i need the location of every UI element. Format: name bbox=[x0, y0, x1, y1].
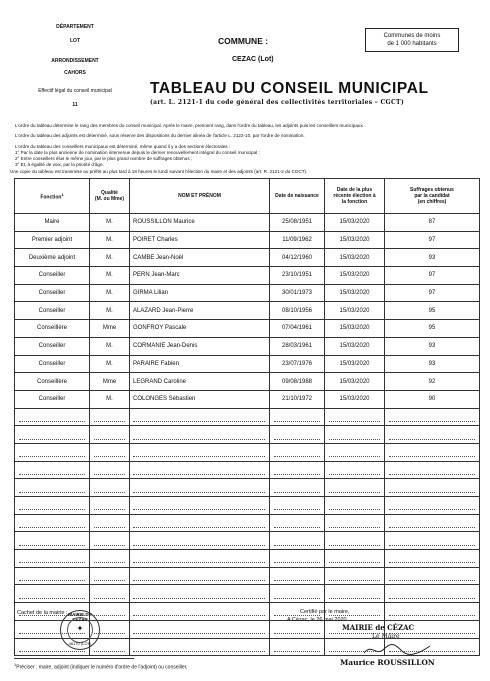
dotted-line bbox=[329, 553, 380, 563]
table-row bbox=[15, 249, 480, 267]
empty-table-row bbox=[15, 514, 480, 532]
empty-cell bbox=[385, 426, 480, 444]
cell-fonction: Conseiller bbox=[15, 355, 90, 373]
cell-date-election: 15/03/2020 bbox=[325, 267, 385, 285]
dotted-line bbox=[133, 430, 265, 440]
cell-qualite: Mme bbox=[90, 320, 130, 338]
dotted-line bbox=[94, 589, 125, 599]
cell-date-election: 15/03/2020 bbox=[325, 284, 385, 302]
empty-cell bbox=[90, 479, 130, 497]
dotted-line bbox=[274, 483, 320, 493]
council-table bbox=[14, 178, 480, 656]
dotted-line bbox=[133, 553, 265, 563]
dotted-line bbox=[329, 500, 380, 510]
empty-cell bbox=[130, 532, 270, 550]
empty-table-row bbox=[15, 550, 480, 568]
empty-table-row bbox=[15, 408, 480, 426]
empty-table-row bbox=[15, 479, 480, 497]
empty-cell bbox=[15, 532, 90, 550]
cell-fonction: Deuxième adjoint bbox=[15, 249, 90, 267]
dotted-line bbox=[133, 412, 265, 422]
cell-suffrages: 93 bbox=[385, 337, 480, 355]
cell-date-naissance: 21/10/1972 bbox=[270, 390, 325, 408]
dotted-line bbox=[329, 536, 380, 546]
empty-cell bbox=[130, 603, 270, 621]
empty-cell bbox=[130, 426, 270, 444]
dotted-line bbox=[133, 500, 265, 510]
cell-qualite: M. bbox=[90, 214, 130, 232]
cell-qualite: M. bbox=[90, 231, 130, 249]
empty-table-row bbox=[15, 443, 480, 461]
cell-date-naissance: 09/08/1988 bbox=[270, 373, 325, 391]
empty-cell bbox=[15, 514, 90, 532]
cell-fonction: Conseillère bbox=[15, 373, 90, 391]
cell-date-naissance: 07/04/1961 bbox=[270, 320, 325, 338]
cell-nom: PERN Jean-Marc bbox=[130, 267, 270, 285]
dotted-line bbox=[274, 500, 320, 510]
col-qualite: Qualité (M. ou Mme) bbox=[90, 179, 130, 214]
cell-qualite: Mme bbox=[90, 373, 130, 391]
col-date-election: Date de la plus récente élection à la fonction bbox=[325, 179, 385, 214]
cell-nom: GIRMA Lilian bbox=[130, 284, 270, 302]
cell-date-naissance: 23/07/1976 bbox=[270, 355, 325, 373]
empty-cell bbox=[90, 461, 130, 479]
dotted-line bbox=[94, 430, 125, 440]
cell-date-election: 15/03/2020 bbox=[325, 337, 385, 355]
dotted-line bbox=[94, 447, 125, 457]
cell-date-naissance: 08/10/1956 bbox=[270, 302, 325, 320]
cell-qualite: M. bbox=[90, 355, 130, 373]
cell-fonction: Conseillère bbox=[15, 320, 90, 338]
cell-date-election: 15/03/2020 bbox=[325, 355, 385, 373]
cell-date-election: 15/03/2020 bbox=[325, 249, 385, 267]
dotted-line bbox=[133, 465, 265, 475]
col-date-naissance: Date de naissance bbox=[270, 179, 325, 214]
empty-cell bbox=[325, 426, 385, 444]
cell-fonction: Maire bbox=[15, 214, 90, 232]
cell-nom: COLONGES Sébastien bbox=[130, 390, 270, 408]
empty-cell bbox=[325, 550, 385, 568]
seal-top-text: MAIRIE DE CEZAC bbox=[68, 612, 92, 622]
commune-label: COMMUNE : bbox=[218, 36, 269, 46]
dotted-line bbox=[389, 483, 475, 493]
empty-table-row bbox=[15, 426, 480, 444]
dotted-line bbox=[274, 412, 320, 422]
stamp-le-maire: Le Maire bbox=[372, 633, 400, 640]
empty-cell bbox=[270, 408, 325, 426]
cell-date-naissance: 30/01/1973 bbox=[270, 284, 325, 302]
cell-qualite: M. bbox=[90, 249, 130, 267]
col-nom: NOM ET PRÉNOM bbox=[130, 179, 270, 214]
dotted-line bbox=[19, 500, 85, 510]
dotted-line bbox=[133, 518, 265, 528]
cell-date-election: 15/03/2020 bbox=[325, 231, 385, 249]
stamp-mairie: MAIRIE de CÉZAC bbox=[342, 623, 415, 632]
empty-cell bbox=[385, 514, 480, 532]
empty-cell bbox=[385, 461, 480, 479]
cell-nom: POIRET Charles bbox=[130, 231, 270, 249]
dotted-line bbox=[274, 518, 320, 528]
dotted-line bbox=[19, 447, 85, 457]
col-suffrages: Suffrages obtenus par la candidat (en chiffres) bbox=[385, 179, 480, 214]
dotted-line bbox=[19, 553, 85, 563]
dotted-line bbox=[19, 465, 85, 475]
cell-date-naissance: 04/12/1960 bbox=[270, 249, 325, 267]
paragraph-6: 3° Et, à égalité de voix, par la priorité d'âge. bbox=[15, 162, 104, 167]
empty-cell bbox=[130, 479, 270, 497]
empty-cell bbox=[90, 567, 130, 585]
seal-bottom-text: 46170 (LOT) bbox=[68, 641, 92, 646]
cell-suffrages: 93 bbox=[385, 249, 480, 267]
arrondissement-value: CAHORS bbox=[64, 70, 86, 76]
dotted-line bbox=[274, 447, 320, 457]
dotted-line bbox=[389, 447, 475, 457]
dotted-line bbox=[94, 571, 125, 581]
empty-cell bbox=[270, 443, 325, 461]
dotted-line bbox=[94, 483, 125, 493]
cell-fonction: Premier adjoint bbox=[15, 231, 90, 249]
empty-cell bbox=[90, 550, 130, 568]
table-row bbox=[15, 337, 480, 355]
dotted-line bbox=[133, 571, 265, 581]
dotted-line bbox=[329, 518, 380, 528]
dotted-line bbox=[19, 589, 85, 599]
cell-nom: CAMBE Jean-Noël bbox=[130, 249, 270, 267]
empty-cell bbox=[385, 479, 480, 497]
table-row bbox=[15, 373, 480, 391]
empty-cell bbox=[270, 514, 325, 532]
col-fonction: Fonction$^1$ bbox=[15, 179, 90, 214]
cell-date-naissance: 11/09/1962 bbox=[270, 231, 325, 249]
cell-date-naissance: 28/03/1961 bbox=[270, 337, 325, 355]
table-row bbox=[15, 231, 480, 249]
table-header-row bbox=[15, 179, 480, 214]
empty-cell bbox=[90, 443, 130, 461]
empty-table-row bbox=[15, 497, 480, 515]
empty-cell bbox=[385, 585, 480, 603]
cell-nom: ALAZARD Jean-Pierre bbox=[130, 302, 270, 320]
cell-fonction: Conseiller bbox=[15, 337, 90, 355]
dotted-line bbox=[274, 571, 320, 581]
dotted-line bbox=[94, 536, 125, 546]
dotted-line bbox=[133, 642, 265, 652]
empty-cell bbox=[270, 638, 325, 656]
empty-table-row bbox=[15, 567, 480, 585]
dotted-line bbox=[133, 483, 265, 493]
dotted-line bbox=[94, 518, 125, 528]
dotted-line bbox=[389, 500, 475, 510]
cell-fonction: Conseiller bbox=[15, 302, 90, 320]
commune-value: CEZAC (Lot) bbox=[232, 56, 274, 63]
dotted-line bbox=[274, 430, 320, 440]
empty-cell bbox=[325, 443, 385, 461]
dotted-line bbox=[133, 624, 265, 634]
table-row bbox=[15, 214, 480, 232]
empty-cell bbox=[325, 408, 385, 426]
empty-cell bbox=[270, 567, 325, 585]
mairie-seal bbox=[60, 610, 100, 650]
empty-cell bbox=[270, 585, 325, 603]
certifie-label: Certifié par le maire, bbox=[300, 609, 350, 615]
page-title: TABLEAU DU CONSEIL MUNICIPAL bbox=[150, 80, 429, 97]
effectif-label: Effectif légal du conseil municipal bbox=[38, 88, 112, 94]
dotted-line bbox=[19, 483, 85, 493]
empty-cell bbox=[385, 532, 480, 550]
dotted-line bbox=[274, 642, 320, 652]
arrondissement-label: ARRONDISSEMENT bbox=[51, 58, 99, 64]
empty-cell bbox=[130, 567, 270, 585]
signature-icon bbox=[362, 641, 432, 659]
dotted-line bbox=[19, 571, 85, 581]
departement-label: DÉPARTEMENT bbox=[56, 24, 94, 30]
dotted-line bbox=[329, 589, 380, 599]
cell-qualite: M. bbox=[90, 267, 130, 285]
cell-date-election: 15/03/2020 bbox=[325, 320, 385, 338]
dotted-line bbox=[389, 412, 475, 422]
empty-cell bbox=[15, 426, 90, 444]
table-row bbox=[15, 320, 480, 338]
empty-cell bbox=[15, 550, 90, 568]
empty-cell bbox=[15, 443, 90, 461]
population-box-line1: Communes de moins bbox=[383, 33, 441, 39]
cell-nom: ROUSSILLON Maurice bbox=[130, 214, 270, 232]
paragraph-4: 1° Par la date la plus ancienne de nomination intervenue depuis le dernier renouvellement intégral du conseil municipal ; bbox=[15, 150, 260, 155]
paragraph-5: 2° Entre conseillers élus le même jour, par le plus grand nombre de suffrages obtenus ; bbox=[15, 156, 193, 161]
table-row bbox=[15, 390, 480, 408]
cell-suffrages: 93 bbox=[385, 355, 480, 373]
cell-nom: CORMANIE Jean-Denis bbox=[130, 337, 270, 355]
cell-qualite: M. bbox=[90, 337, 130, 355]
table-body bbox=[15, 214, 480, 656]
cell-fonction: Conseiller bbox=[15, 390, 90, 408]
empty-cell bbox=[130, 585, 270, 603]
stamp-maire-name: Maurice ROUSSILLON bbox=[340, 658, 435, 667]
empty-cell bbox=[270, 550, 325, 568]
empty-table-row bbox=[15, 532, 480, 550]
lieu-date: A Cézac, le 26 mai 2020 bbox=[287, 617, 347, 623]
dotted-line bbox=[329, 430, 380, 440]
dotted-line bbox=[389, 536, 475, 546]
departement-value: LOT bbox=[70, 38, 80, 44]
paragraph-1: L'ordre du tableau détermine le rang des membres du conseil municipal. Après le maire, prennent rang, dans l'ordre du tableau, les adjoints puis les conseillers municipaux. bbox=[15, 123, 365, 128]
dotted-line bbox=[133, 447, 265, 457]
cell-suffrages: 95 bbox=[385, 302, 480, 320]
cell-suffrages: 92 bbox=[385, 373, 480, 391]
cell-qualite: M. bbox=[90, 284, 130, 302]
cell-date-naissance: 23/10/1951 bbox=[270, 267, 325, 285]
cell-nom: GONFROY Pascale bbox=[130, 320, 270, 338]
dotted-line bbox=[329, 483, 380, 493]
empty-cell bbox=[270, 497, 325, 515]
empty-cell bbox=[15, 461, 90, 479]
empty-cell bbox=[325, 461, 385, 479]
empty-cell bbox=[385, 567, 480, 585]
table-row bbox=[15, 267, 480, 285]
empty-cell bbox=[130, 514, 270, 532]
paragraph-7: Une copie du tableau est transmise au préfet au plus tard à 18 heures le lundi suivant l'élection du maire et des adjoints (art. R. 2121-2 du CGCT). bbox=[10, 169, 308, 174]
empty-cell bbox=[130, 443, 270, 461]
dotted-line bbox=[94, 500, 125, 510]
cell-fonction: Conseiller bbox=[15, 284, 90, 302]
empty-cell bbox=[325, 585, 385, 603]
dotted-line bbox=[389, 430, 475, 440]
empty-cell bbox=[130, 497, 270, 515]
empty-cell bbox=[385, 550, 480, 568]
empty-cell bbox=[15, 408, 90, 426]
cell-date-election: 15/03/2020 bbox=[325, 302, 385, 320]
cell-date-election: 15/03/2020 bbox=[325, 390, 385, 408]
table-row bbox=[15, 355, 480, 373]
cell-suffrages: 97 bbox=[385, 231, 480, 249]
empty-table-row bbox=[15, 461, 480, 479]
empty-cell bbox=[130, 550, 270, 568]
dotted-line bbox=[389, 465, 475, 475]
cell-suffrages: 90 bbox=[385, 390, 480, 408]
cell-date-election: 15/03/2020 bbox=[325, 373, 385, 391]
footnote: $^1$Préciser : maire, adjoint (indiquer le numéro d'ordre de l'adjoint) ou conseiller. bbox=[14, 662, 188, 671]
effectif-value: 11 bbox=[72, 102, 78, 108]
page-subtitle: (art. L. 2121-1 du code général des collectivités territoriales – CGCT) bbox=[150, 99, 404, 106]
cell-suffrages: 97 bbox=[385, 267, 480, 285]
empty-cell bbox=[15, 567, 90, 585]
dotted-line bbox=[94, 465, 125, 475]
empty-cell bbox=[270, 532, 325, 550]
dotted-line bbox=[19, 518, 85, 528]
dotted-line bbox=[329, 465, 380, 475]
empty-cell bbox=[90, 426, 130, 444]
empty-cell bbox=[90, 532, 130, 550]
cell-nom: PARAIRE Fabien bbox=[130, 355, 270, 373]
dotted-line bbox=[94, 412, 125, 422]
cell-nom: LEGRAND Caroline bbox=[130, 373, 270, 391]
cell-qualite: M. bbox=[90, 302, 130, 320]
dotted-line bbox=[274, 624, 320, 634]
dotted-line bbox=[274, 465, 320, 475]
empty-cell bbox=[130, 461, 270, 479]
empty-cell bbox=[385, 408, 480, 426]
dotted-line bbox=[329, 447, 380, 457]
dotted-line bbox=[274, 553, 320, 563]
seal-emblem-icon: ✦ bbox=[76, 624, 84, 633]
empty-cell bbox=[15, 585, 90, 603]
cell-suffrages: 87 bbox=[385, 214, 480, 232]
empty-cell bbox=[270, 479, 325, 497]
empty-cell bbox=[130, 408, 270, 426]
empty-cell bbox=[15, 497, 90, 515]
empty-cell bbox=[130, 638, 270, 656]
empty-cell bbox=[325, 532, 385, 550]
dotted-line bbox=[274, 536, 320, 546]
empty-cell bbox=[90, 497, 130, 515]
empty-cell bbox=[385, 497, 480, 515]
population-box-line2: de 1 000 habitants bbox=[387, 41, 437, 47]
paragraph-3: L'ordre du tableau des conseillers municipaux est déterminé, même quand il y a des sections électorales : bbox=[15, 144, 231, 149]
empty-cell bbox=[90, 585, 130, 603]
empty-cell bbox=[325, 479, 385, 497]
empty-cell bbox=[15, 479, 90, 497]
empty-table-row bbox=[15, 585, 480, 603]
cachet-label: Cachet de la mairie : bbox=[17, 610, 68, 616]
empty-cell bbox=[270, 426, 325, 444]
dotted-line bbox=[19, 536, 85, 546]
dotted-line bbox=[329, 412, 380, 422]
dotted-line bbox=[19, 430, 85, 440]
empty-cell bbox=[325, 514, 385, 532]
cell-date-election: 15/03/2020 bbox=[325, 214, 385, 232]
dotted-line bbox=[133, 536, 265, 546]
empty-cell bbox=[325, 497, 385, 515]
cell-suffrages: 97 bbox=[385, 284, 480, 302]
cell-date-naissance: 25/08/1951 bbox=[270, 214, 325, 232]
dotted-line bbox=[389, 553, 475, 563]
dotted-line bbox=[274, 589, 320, 599]
dotted-line bbox=[19, 412, 85, 422]
empty-cell bbox=[385, 443, 480, 461]
dotted-line bbox=[389, 589, 475, 599]
population-box bbox=[365, 28, 459, 52]
empty-cell bbox=[325, 567, 385, 585]
empty-cell bbox=[130, 620, 270, 638]
dotted-line bbox=[389, 606, 475, 616]
dotted-line bbox=[133, 606, 265, 616]
dotted-line bbox=[94, 553, 125, 563]
table-row bbox=[15, 284, 480, 302]
dotted-line bbox=[329, 571, 380, 581]
footnote-rule bbox=[14, 658, 134, 659]
table-row bbox=[15, 302, 480, 320]
empty-cell bbox=[270, 461, 325, 479]
cell-qualite: M. bbox=[90, 390, 130, 408]
paragraph-2: L'ordre du tableau des adjoints est déterminé, sous réserve des dispositions du dernier alinéa de l'article L. 2122-10, par l'ordre de nomination. bbox=[15, 133, 305, 138]
dotted-line bbox=[389, 571, 475, 581]
empty-cell bbox=[385, 603, 480, 621]
empty-cell bbox=[90, 514, 130, 532]
cell-fonction: Conseiller bbox=[15, 267, 90, 285]
dotted-line bbox=[133, 589, 265, 599]
cell-suffrages: 95 bbox=[385, 320, 480, 338]
empty-cell bbox=[90, 408, 130, 426]
dotted-line bbox=[389, 518, 475, 528]
